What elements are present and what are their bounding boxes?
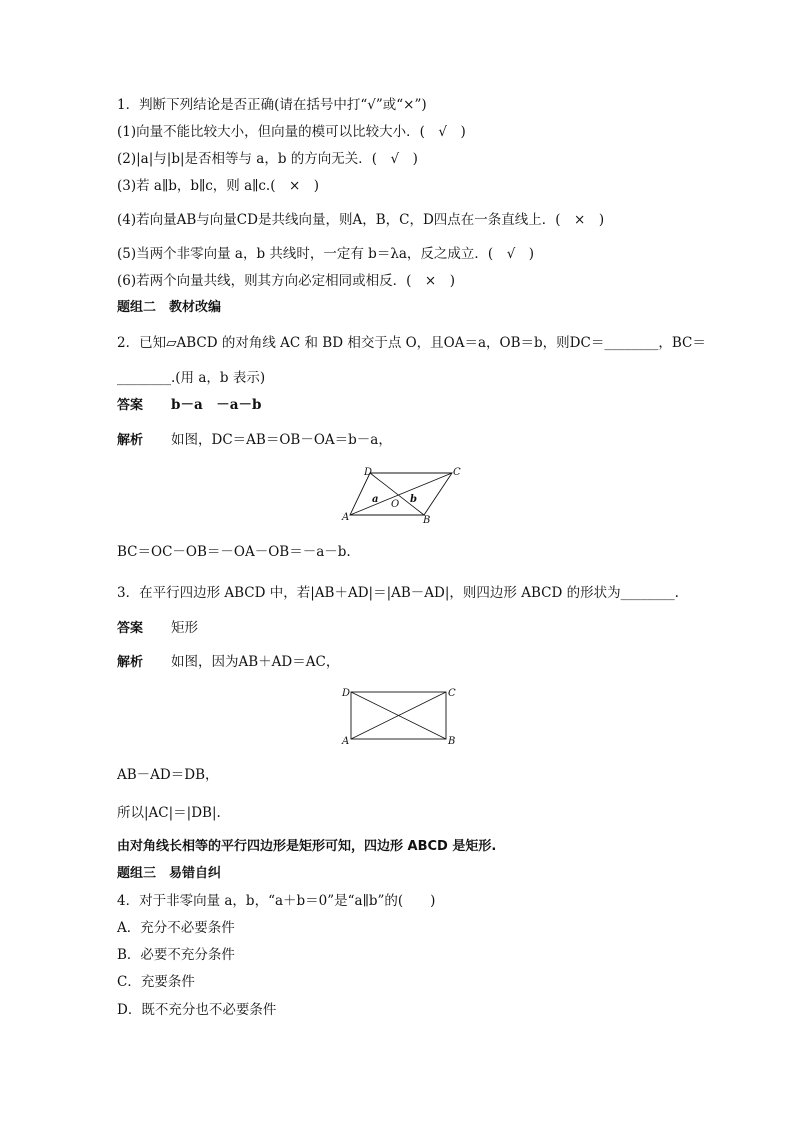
- label-b: B: [448, 736, 456, 747]
- q3-answer-text: 矩形: [171, 620, 199, 636]
- q3-conclusion: 由对角线长相等的平行四边形是矩形可知，四边形 ABCD 是矩形.: [117, 839, 497, 854]
- q4-stem: 4．对于非零向量 a，b，“a＋b＝0”是“a∥b”的( ): [117, 893, 436, 909]
- group3-heading: 题组三 易错自纠: [117, 866, 222, 881]
- q2-analysis-1: [117, 431, 392, 450]
- q2-analysis-1-text: 如图，DC＝AB＝OB－OA＝b－a，: [171, 432, 392, 448]
- q4-option-d: D．既不充分也不必要条件: [117, 1002, 277, 1018]
- q2-analysis-label: 解析: [117, 433, 144, 448]
- q3-analysis-3: 所以|AC|＝|DB|.: [117, 805, 221, 821]
- group2-heading: 题组二 教材改编: [117, 300, 222, 315]
- q1-item-3: (3)若 a∥b，b∥c，则 a∥c.( × ): [117, 178, 320, 194]
- q1-item-4: (4)若向量AB与向量CD是共线向量，则A，B，C，D四点在一条直线上．( × ): [117, 212, 605, 228]
- q2-analysis-2: BC＝OC－OB＝－OA－OB＝－a－b.: [117, 544, 351, 560]
- label-o: O: [391, 499, 400, 510]
- label-d: D: [364, 467, 373, 478]
- q4-option-c: C．充要条件: [117, 974, 195, 990]
- q2-stem-line1: 2．已知▱ABCD 的对角线 AC 和 BD 相交于点 O，且OA＝a，OB＝b，则DC＝________，BC＝: [117, 335, 706, 351]
- q3-rectangle-figure: [340, 684, 458, 746]
- q2-stem-line2: ________.(用 a，b 表示): [117, 370, 266, 386]
- label-a: A: [342, 512, 350, 523]
- q4-option-a: A．充分不必要条件: [117, 920, 235, 936]
- q1-item-1: (1)向量不能比较大小，但向量的模可以比较大小．( √ ): [117, 124, 466, 140]
- q1-item-2: (2)|a|与|b|是否相等与 a，b 的方向无关．( √ ): [117, 151, 418, 167]
- q3-analysis-1: [117, 653, 339, 672]
- label-c: C: [448, 688, 456, 699]
- label-b: B: [423, 515, 431, 526]
- label-vec-a: a: [372, 494, 379, 505]
- q2-answer-text: b－a －a－b: [171, 397, 262, 413]
- label-vec-b: b: [410, 494, 417, 505]
- q3-analysis-2: AB－AD＝DB，: [117, 767, 219, 783]
- diagonal-ac: [350, 473, 452, 515]
- q3-answer-label: 答案: [117, 621, 144, 636]
- label-d: D: [342, 688, 351, 699]
- label-c: C: [453, 467, 461, 478]
- q3-analysis-label: 解析: [117, 655, 144, 670]
- q2-answer: [117, 396, 261, 415]
- q3-answer: [117, 619, 198, 638]
- q2-parallelogram-figure: [340, 464, 461, 526]
- q3-stem: 3．在平行四边形 ABCD 中，若|AB＋AD|＝|AB－AD|，则四边形 ABCD 的形状为________.: [117, 585, 679, 601]
- q4-option-b: B．必要不充分条件: [117, 947, 235, 963]
- q1-item-6: (6)若两个向量共线，则其方向必定相同或相反．( × ): [117, 273, 455, 289]
- q1-title: 1．判断下列结论是否正确(请在括号中打“√”或“×”): [117, 97, 427, 113]
- q2-answer-label: 答案: [117, 398, 144, 413]
- q1-item-5: (5)当两个非零向量 a，b 共线时，一定有 b＝λa，反之成立．( √ ): [117, 246, 535, 262]
- q3-analysis-1-text: 如图，因为AB＋AD＝AC，: [171, 654, 340, 670]
- label-a: A: [342, 736, 350, 747]
